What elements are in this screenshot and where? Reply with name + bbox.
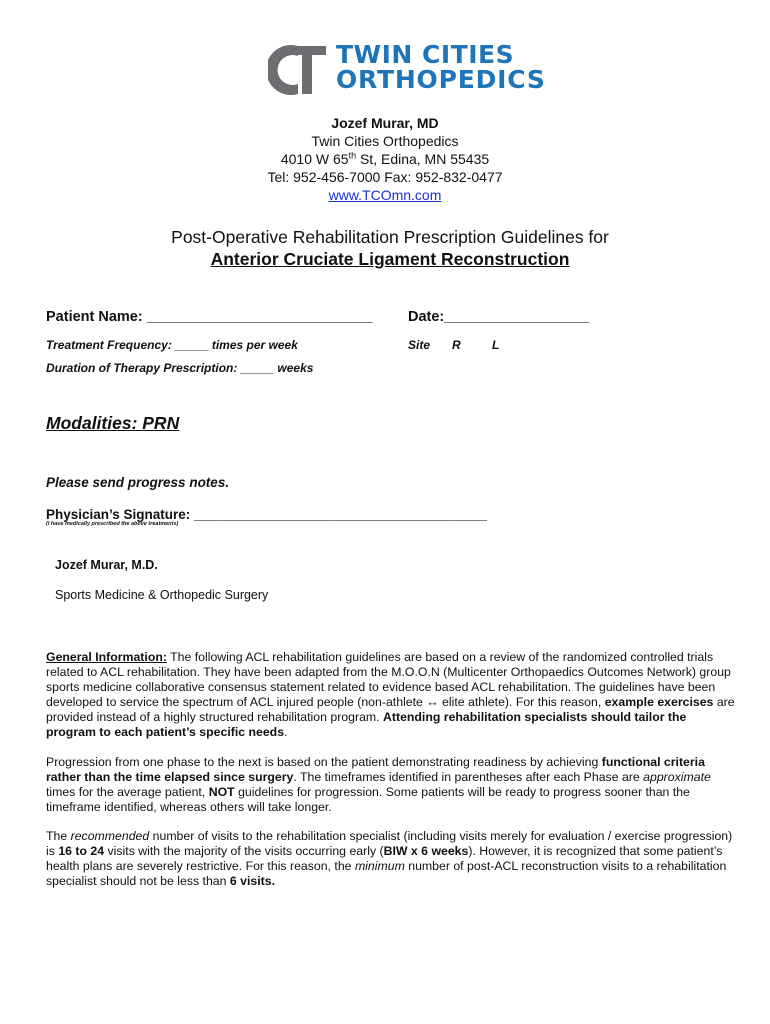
progression-p2-e: times for the average patient, [46,785,209,799]
visits-paragraph [46,829,736,889]
general-p1-e: . [284,725,288,739]
visits-p3-a: The [46,829,71,843]
logo-line-1: TWIN CITIES [336,40,515,69]
signature-note: (I have medically prescribed the above treatments) [46,521,179,527]
treatment-frequency-field[interactable]: Treatment Frequency: _____ times per week [46,338,298,352]
general-p1-b: example exercises [604,695,714,709]
date-field[interactable]: Date:__________________ [408,309,590,325]
visits-p3-i: number of post-ACL reconstruction visits to a rehabilitation specialist should not be less than [46,859,727,888]
visits-p3-d: 16 to 24 [58,844,105,858]
progression-p2-g: guidelines for progression. Some patients will be ready to progress sooner than the timeframe identified, whereas others will take longer. [46,785,690,814]
visits-p3-c: number of visits to the rehabilitation specialist (including visits merely for evaluation / exercise progression) is [46,829,733,858]
phone-fax: Tel: 952-456-7000 Fax: 952-832-0477 [267,169,503,185]
general-p1-a: The following ACL rehabilitation guidelines are based on a review of the randomized controlled trials related to ACL rehabilitation. They have been adapted from the M.O.O.N (Multicenter Orthopaedics Outcomes Network) group sports medicine collaborative consensus statement related to evidence based ACL rehabilitation. The guidelines have been developed to service the spectrum of ACL injured people (non-athlete ↔ elite athlete). For this reason, [46,650,731,709]
modalities-heading: Modalities: PRN [46,413,180,433]
street-address [0,150,770,168]
street-address-number: 4010 W 65 [280,151,349,167]
general-information-heading: General Information: [46,650,167,664]
title-line-1: Post-Operative Rehabilitation Prescription Guidelines for [171,227,609,247]
practice-address-block [0,114,770,204]
visits-p3-j: 6 visits. [229,874,276,888]
progression-paragraph [46,755,736,815]
therapy-duration-field[interactable]: Duration of Therapy Prescription: _____ weeks [46,361,314,375]
general-p1-d: Attending rehabilitation specialists should tailor the program to each patient’s specific needs [46,710,687,739]
practice-name: Twin Cities Orthopedics [311,133,459,149]
site-right-option[interactable]: R [452,338,461,352]
visits-p3-b: recommended [70,829,150,843]
visits-p3-e: visits with the majority of the visits occurring early ( [104,844,384,858]
visits-p3-f: BIW x 6 weeks [383,844,469,858]
progression-p2-f: NOT [208,785,235,799]
street-address-suffix: th [348,150,357,161]
progress-notes-text: Please send progress notes. [46,475,230,490]
tco-logo-mark-icon [268,44,328,96]
website-link[interactable]: www.TCOmn.com [328,187,442,203]
logo-wordmark [336,42,546,92]
doctor-specialty: Sports Medicine & Orthopedic Surgery [55,588,269,602]
progression-p2-d: approximate [643,770,711,784]
site-label: Site [408,338,431,352]
title-line-2: Anterior Cruciate Ligament Reconstruction [210,249,570,269]
visits-p3-h: minimum [354,859,405,873]
doctor-name-header: Jozef Murar, MD [331,115,439,131]
doctor-name: Jozef Murar, M.D. [55,558,158,572]
site-left-option[interactable]: L [492,338,500,352]
twin-cities-orthopedics-logo [268,40,546,98]
street-address-rest: St, Edina, MN 55435 [356,151,490,167]
progression-p2-a: Progression from one phase to the next is based on the patient demonstrating readiness by achieving [46,755,602,769]
document-title [0,226,770,270]
progression-p2-b: functional criteria rather than the time elapsed since surgery [46,755,705,784]
logo-line-2: ORTHOPEDICS [336,65,546,94]
visits-p3-g: ). However, it is recognized that some patient’s health plans are severely restrictive. For this reason, the [46,844,723,873]
patient-name-field[interactable]: Patient Name: ____________________________ [46,309,373,325]
general-p1-c: are provided instead of a highly structured rehabilitation program. [46,695,735,724]
physician-signature-field[interactable]: Physician’s Signature: _______________________________________ [46,507,487,522]
general-information-paragraph [46,650,736,740]
progression-p2-c: . The timeframes identified in parentheses after each Phase are [293,770,644,784]
